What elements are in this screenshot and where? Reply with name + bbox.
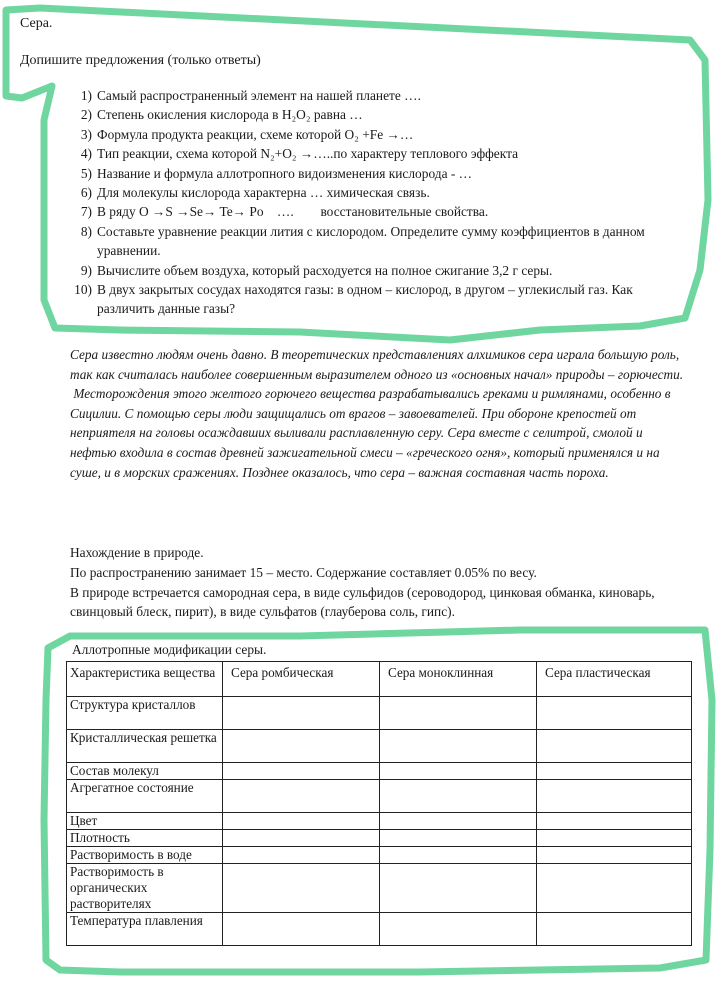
question-number: 5) [80,165,92,181]
answer-cell[interactable] [380,813,537,830]
row-label: Агрегатное состояние [67,780,223,813]
question-text: Вычислите объем воздуха, который расходуется на полное сжигание 3,2 г серы. [97,262,553,278]
row-label: Цвет [67,813,223,830]
question-item [70,202,690,221]
row-label: Растворимость в воде [67,847,223,864]
question-number: 4) [80,146,92,162]
answer-cell[interactable] [223,813,380,830]
answer-cell[interactable] [223,913,380,946]
question-number: 10) [74,282,92,298]
allotropes-table [66,661,692,946]
nature-line: В природе встречается самородная сера, в виде сульфидов (сероводород, цинковая обманка, киноварь, свинцовый блеск, пирит), в виде сульфатов (глауберова соль, гипс). [70,584,655,620]
question-item [70,164,690,183]
row-label: Структура кристаллов [67,697,223,730]
table-header-cell: Сера пластическая [537,662,692,697]
answer-cell[interactable] [537,847,692,864]
table-row [67,813,692,830]
question-text: Составьте уравнение реакции лития с кислородом. Определите сумму коэффициентов в данном уравнении. [97,223,645,259]
answer-cell[interactable] [380,864,537,913]
question-item [70,86,690,105]
row-label: Состав молекул [67,763,223,780]
table-row [67,864,692,913]
answer-cell[interactable] [537,864,692,913]
row-label: Кристаллическая решетка [67,730,223,763]
question-number: 3) [80,126,92,142]
question-item [70,222,690,261]
table-row [67,830,692,847]
answer-cell[interactable] [223,763,380,780]
answer-cell[interactable] [537,780,692,813]
question-text: Тип реакции, схема которой N₂+O₂ →…..по характеру теплового эффекта [97,146,519,162]
question-item [70,261,690,280]
answer-cell[interactable] [223,780,380,813]
history-paragraph: Месторождения этого желтого горючего вещества разрабатывались греками и римлянами, особенно в Сицилии. С помощью серы люди защищались от врагов – завоевателей. При обороне крепостей от неприятеля на головы осаждавших выливали расплавленную серу. Сера вместе с селитрой, смолой и нефтью входила в состав древней зажигательной смеси – «греческого огня», который применялся и на суше, и в морских сражениях. Позднее оказалось, что сера – важная составная часть пороха. [70,386,674,480]
question-text: В двух закрытых сосудах находятся газы: в одном – кислород, в другом – углекислый газ. Как различить данные газы? [97,282,633,317]
answer-cell[interactable] [223,864,380,913]
table-row [67,730,692,763]
question-text: Формула продукта реакции, схеме которой O₂ +Fe →… [97,126,414,142]
answer-cell[interactable] [223,697,380,730]
table-row [67,913,692,946]
answer-cell[interactable] [380,780,537,813]
table-header-cell: Сера ромбическая [223,662,380,697]
answer-cell[interactable] [380,697,537,730]
answer-cell[interactable] [537,913,692,946]
question-number: 1) [80,88,92,103]
answer-cell[interactable] [537,763,692,780]
nature-heading: Нахождение в природе. [70,545,204,560]
row-label: Температура плавления [67,913,223,946]
question-text: В ряду O →S →Se→ Te→ Po …. восстановительные свойства. [97,204,489,220]
table-row [67,763,692,780]
row-label: Растворимость в органических растворителях [67,864,223,913]
question-number: 8) [80,223,92,239]
question-number: 6) [80,185,92,201]
table-title: Аллотропные модификации серы. [72,642,267,657]
question-number: 7) [80,204,92,220]
table-header-cell: Характеристика вещества [67,662,223,697]
answer-cell[interactable] [537,813,692,830]
answer-cell[interactable] [223,730,380,763]
answer-cell[interactable] [380,847,537,864]
nature-section [70,543,690,622]
question-text: Название и формула аллотропного видоизменения кислорода - … [97,165,473,181]
question-number: 9) [80,262,92,278]
question-list [70,86,690,319]
question-text: Для молекулы кислорода характерна … химическая связь. [97,185,430,201]
task-instruction: Допишите предложения (только ответы) [20,53,261,68]
answer-cell[interactable] [537,697,692,730]
nature-line: По распространению занимает 15 – место. Содержание составляет 0.05% по весу. [70,564,537,580]
question-item [70,125,690,144]
history-paragraph: Сера известно людям очень давно. В теоретических представлениях алхимиков сера играла большую роль, так как считалась наиболее совершенным выразителем одного из «основных начал» природы – горючести. [70,347,684,382]
question-number: 2) [80,107,92,123]
question-item [70,280,690,319]
table-row [67,697,692,730]
answer-cell[interactable] [537,830,692,847]
page-title: Сера. [20,16,53,31]
answer-cell[interactable] [380,763,537,780]
question-text: Самый распространенный элемент на нашей планете …. [97,88,421,103]
answer-cell[interactable] [380,730,537,763]
table-row [67,780,692,813]
table-row [67,847,692,864]
question-item [70,105,690,124]
question-item [70,183,690,202]
table-header-cell: Сера моноклинная [380,662,537,697]
answer-cell[interactable] [223,847,380,864]
answer-cell[interactable] [380,830,537,847]
answer-cell[interactable] [223,830,380,847]
table-header-row [67,662,692,697]
question-item [70,144,690,163]
answer-cell[interactable] [380,913,537,946]
answer-cell[interactable] [537,730,692,763]
row-label: Плотность [67,830,223,847]
question-text: Степень окисления кислорода в H₂O₂ равна … [97,107,363,123]
history-text [70,345,685,482]
